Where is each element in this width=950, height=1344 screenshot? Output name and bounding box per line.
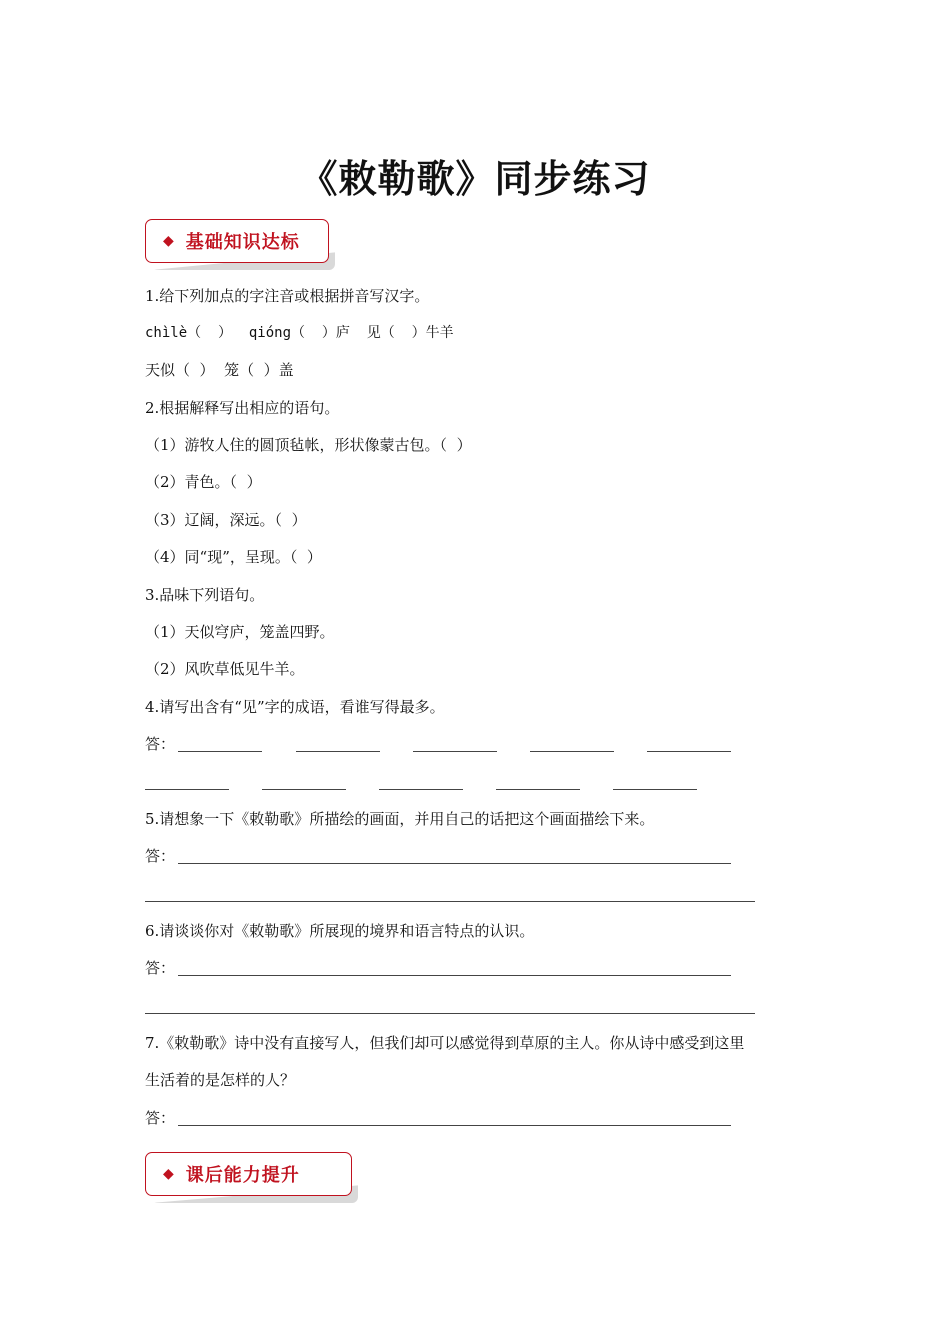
- idiom-answer-blank[interactable]: [647, 751, 731, 752]
- question-3-item: （2）风吹草低见牛羊。: [145, 660, 305, 678]
- question-2-item: （1）游牧人住的圆顶毡帐，形状像蒙古包。（ ）: [145, 436, 472, 454]
- question-1-row-1: chìlè（ ） qióng（ ）庐 见（ ）牛羊: [145, 325, 454, 341]
- question-7-prompt-line-2: 生活着的是怎样的人？: [145, 1071, 296, 1089]
- idiom-answer-blank[interactable]: [413, 751, 497, 752]
- question-3-item: （1）天似穹庐，笼盖四野。: [145, 623, 335, 641]
- answer-line[interactable]: [145, 1013, 755, 1014]
- answer-label: 答：: [145, 847, 176, 865]
- answer-label: 答：: [145, 735, 176, 753]
- question-2-item: （3）辽阔，深远。（ ）: [145, 511, 307, 529]
- idiom-answer-blank[interactable]: [262, 789, 346, 790]
- idiom-answer-blank[interactable]: [496, 789, 580, 790]
- question-2-item: （4）同“现”，呈现。（ ）: [145, 548, 322, 566]
- answer-label: 答：: [145, 959, 176, 977]
- question-5-prompt: 5.请想象一下《敕勒歌》所描绘的画面，并用自己的话把这个画面描绘下来。: [145, 810, 655, 828]
- idiom-answer-blank[interactable]: [379, 789, 463, 790]
- section-header-advanced: [145, 1152, 352, 1196]
- answer-label: 答：: [145, 1109, 176, 1127]
- question-4-prompt: 4.请写出含有“见”字的成语，看谁写得最多。: [145, 698, 445, 716]
- question-1-prompt: 1.给下列加点的字注音或根据拼音写汉字。: [145, 287, 430, 305]
- answer-line[interactable]: [178, 975, 731, 976]
- question-6-prompt: 6.请谈谈你对《敕勒歌》所展现的境界和语言特点的认识。: [145, 922, 535, 940]
- idiom-answer-blank[interactable]: [613, 789, 697, 790]
- idiom-answer-blank[interactable]: [296, 751, 380, 752]
- question-2-item: （2）青色。（ ）: [145, 473, 262, 491]
- page-title: 《敕勒歌》同步练习: [299, 157, 651, 201]
- idiom-answer-blank[interactable]: [178, 751, 262, 752]
- answer-line[interactable]: [178, 863, 731, 864]
- diamond-icon: ◆: [163, 1166, 174, 1182]
- section-header-basic: [145, 219, 329, 263]
- section-header-label: 课后能力提升: [185, 1165, 300, 1186]
- section-header-box: [145, 219, 329, 263]
- idiom-answer-blank[interactable]: [530, 751, 614, 752]
- diamond-icon: ◆: [163, 233, 174, 249]
- idiom-answer-blank[interactable]: [145, 789, 229, 790]
- answer-line[interactable]: [145, 901, 755, 902]
- section-header-box: [145, 1152, 352, 1196]
- question-2-prompt: 2.根据解释写出相应的语句。: [145, 399, 340, 417]
- question-1-row-2: 天似（ ） 笼（ ）盖: [145, 361, 294, 379]
- section-header-label: 基础知识达标: [185, 232, 300, 253]
- answer-line[interactable]: [178, 1125, 731, 1126]
- question-3-prompt: 3.品味下列语句。: [145, 586, 265, 604]
- question-7-prompt-line-1: 7.《敕勒歌》诗中没有直接写人，但我们却可以感觉得到草原的主人。你从诗中感受到这里: [145, 1034, 745, 1052]
